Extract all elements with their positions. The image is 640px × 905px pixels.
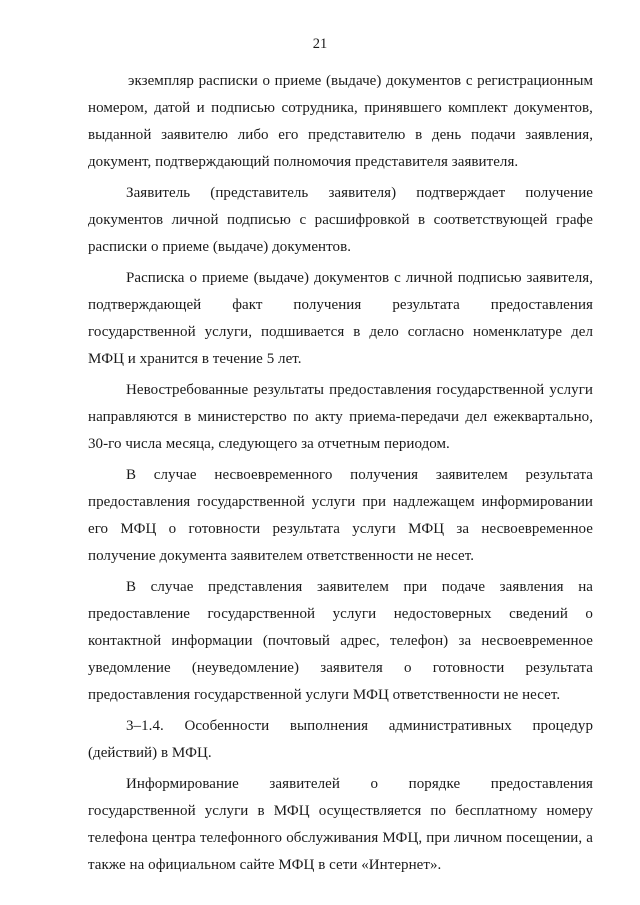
section-heading-3-1-4: 3–1.4. Особенности выполнения административных процедур (действий) в МФЦ. — [88, 718, 593, 761]
paragraph-late-receipt: В случае несвоевременного получения заявителем результата предоставления государственной услуги при надлежащем информировании его МФЦ о готовности результата услуги МФЦ за несвоевременное получение документа заявителем ответственности не несет. — [88, 467, 593, 564]
paragraph-informing-applicants: Информирование заявителей о порядке предоставления государственной услуги в МФЦ осуществляется по бесплатному номеру телефона центра телефонного обслуживания МФЦ, при личном посещении, а также на официальном сайте МФЦ в сети «Интернет». — [88, 776, 593, 873]
paragraph-unclaimed-results: Невостребованные результаты предоставления государственной услуги направляются в министерство по акту приема-передачи дел ежеквартально, 30-го числа месяца, следующего за отчетным периодом. — [88, 382, 593, 452]
page-number: 21 — [312, 36, 328, 52]
paragraph-receipt-copy: экземпляр расписки о приеме (выдаче) документов с регистрационным номером, датой и подписью сотрудника, принявшего комплект документов, выданной заявителю либо его представителю в день подачи заявления, документ, подтверждающий полномочия представителя заявителя. — [88, 73, 593, 170]
paragraph-false-contact-info: В случае представления заявителем при подаче заявления на предоставление государственной услуги недостоверных сведений о контактной информации (почтовый адрес, телефон) за несвоевременное уведомление (неуведомление) заявителя о готовности результата предоставления государственной услуги МФЦ ответственности не несет. — [88, 579, 593, 703]
paragraph-applicant-confirms: Заявитель (представитель заявителя) подтверждает получение документов личной подписью с расшифровкой в соответствующей графе расписки о приеме (выдаче) документов. — [88, 185, 593, 255]
paragraph-receipt-storage: Расписка о приеме (выдаче) документов с личной подписью заявителя, подтверждающей факт получения результата предоставления государственной услуги, подшивается в дело согласно номенклатуре дел МФЦ и хранится в течение 5 лет. — [88, 270, 593, 367]
document-body — [88, 68, 593, 883]
